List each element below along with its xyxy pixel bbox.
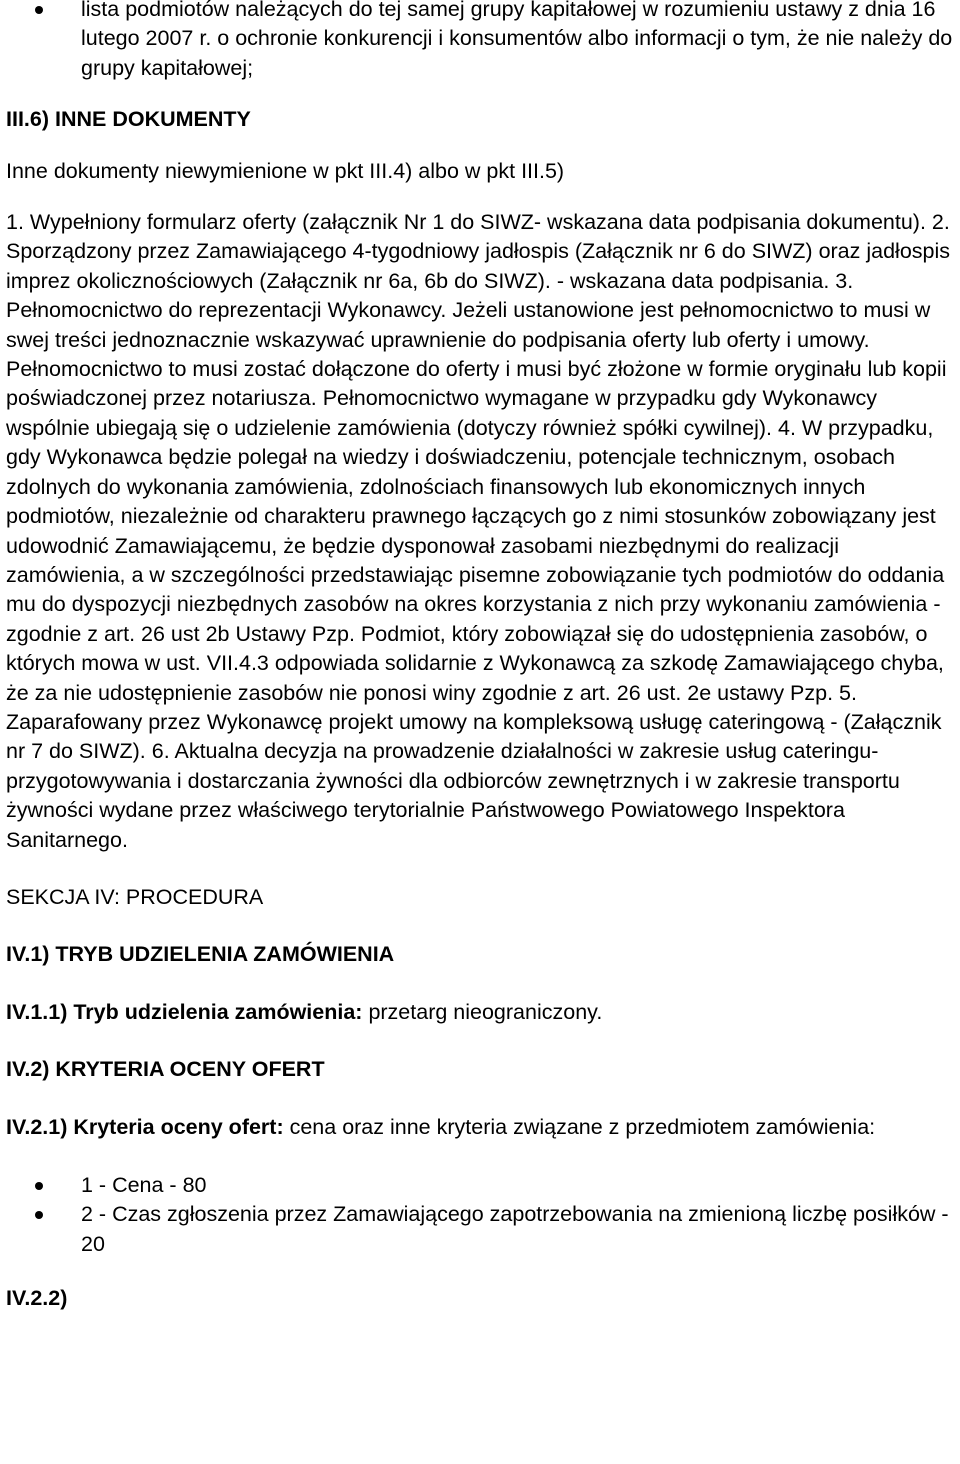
section-heading-iv1: IV.1) TRYB UDZIELENIA ZAMÓWIENIA — [6, 942, 395, 967]
procedure-mode-value: przetarg nieograniczony. — [362, 999, 603, 1024]
documents-paragraph: 1. Wypełniony formularz oferty (załącznik Nr 1 do SIWZ- wskazana data podpisania dokumentu). 2. Sporządzony przez Zamawiającego 4-tygodniowy jadłospis (Załącznik nr 6 do SIWZ) oraz jadłospis imprez okolicznościowych (Załącznik nr 6a, 6b do SIWZ). - wskazana data podpisania. 3. Pełnomocnictwo do reprezentacji Wykonawcy. Jeżeli ustanowione jest pełnomocnictwo to musi w swej treści jednoznacznie wskazywać uprawnienie do podpisania oferty lub oferty i umowy. Pełnomocnictwo to musi zostać dołączone do oferty i musi być złożone w formie oryginału lub kopii poświadczonej przez notariusza. Pełnomocnictwo wymagane w przypadku gdy Wykonawcy wspólnie ubiegają się o udzielenie zamówienia (dotyczy również spółki cywilnej). 4. W przypadku, gdy Wykonawca będzie polegał na wiedzy i doświadczeniu, potencjale technicznym, osobach zdolnych do wykonania zamówienia, zdolnościach finansowych lub ekonomicznych innych podmiotów, niezależnie od charakteru prawnego łączących go z nimi stosunków zobowiązany jest udowodnić Zamawiającemu, że będzie dysponował zasobami niezbędnymi do realizacji zamówienia, a w szczególności przedstawiając pisemne zobowiązanie tych podmiotów do oddania mu do dyspozycji niezbędnych zasobów na okres korzystania z nich przy wykonaniu zamówienia - zgodnie z art. 26 ust 2b Ustawy Pzp. Podmiot, który zobowiązał się do udostępnienia zasobów, o których mowa w ust. VII.4.3 odpowiada solidarnie z Wykonawcą za szkodę Zamawiającego chyba, że za nie udostępnienie zasobów nie ponosi winy zgodnie z art. 26 ust. 2e ustawy Pzp. 5. Zaparafowany przez Wykonawcę projekt umowy na kompleksową usługę cateringową - (Załącznik nr 7 do SIWZ). 6. Aktualna decyzja na prowadzenie działalności w zakresie usług cateringu-przygotowywania i dostarczania żywności dla odbiorców zewnętrznych i w zakresie transportu żywności wydane przez właściwego terytorialnie Państwowego Powiatowego Inspektora Sanitarnego. — [6, 210, 951, 852]
section-heading-iv22: IV.2.2) — [6, 1286, 68, 1311]
section-heading-iv: SEKCJA IV: PROCEDURA — [6, 884, 264, 909]
section-heading-iii6: III.6) INNE DOKUMENTY — [6, 107, 251, 132]
document-page — [6, 0, 958, 1314]
list-item — [6, 0, 958, 83]
list-item-text: lista podmiotów należących do tej samej grupy kapitałowej w rozumieniu ustawy z dnia 16 lutego 2007 r. o ochronie konkurencji i konsumentów albo informacji o tym, że nie należy do grupy kapitałowej; — [81, 0, 953, 80]
procedure-mode-label: IV.1.1) Tryb udzielenia zamówienia: — [6, 999, 363, 1024]
criterion-text: 2 - Czas zgłoszenia przez Zamawiającego zapotrzebowania na zmienioną liczbę posiłków - 20 — [81, 1202, 949, 1256]
evaluation-criteria-label: IV.2.1) Kryteria oceny ofert: — [6, 1114, 284, 1139]
list-item — [6, 1200, 958, 1259]
section-heading-iv2: IV.2) KRYTERIA OCENY OFERT — [6, 1057, 325, 1082]
capital-group-list — [6, 0, 958, 83]
bullet-icon — [35, 6, 43, 14]
list-item — [6, 1171, 958, 1200]
criteria-list — [6, 1171, 958, 1259]
criterion-text: 1 - Cena - 80 — [81, 1173, 207, 1197]
bullet-icon — [35, 1182, 43, 1190]
evaluation-criteria — [6, 1113, 958, 1142]
section-intro: Inne dokumenty niewymienione w pkt III.4) albo w pkt III.5) — [6, 158, 565, 183]
bullet-icon — [35, 1211, 43, 1219]
procedure-mode — [6, 998, 958, 1027]
evaluation-criteria-value: cena oraz inne kryteria związane z przedmiotem zamówienia: — [283, 1114, 876, 1139]
